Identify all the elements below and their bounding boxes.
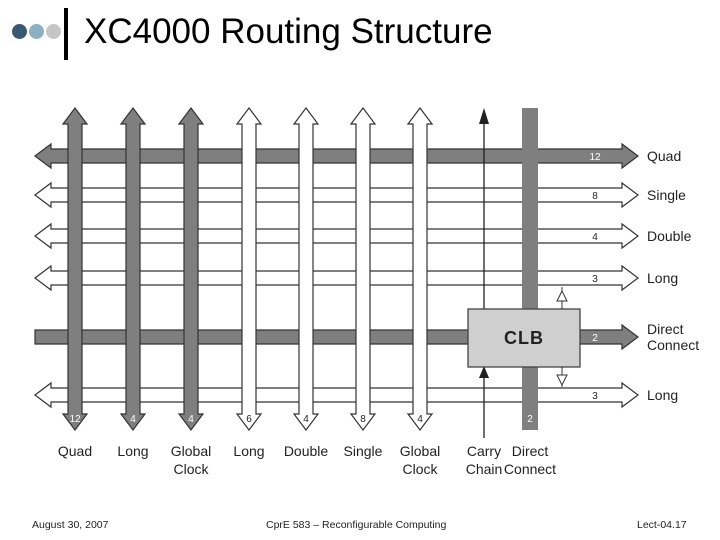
vertical-track-bar [522,108,538,430]
footer-date: August 30, 2007 [32,519,109,531]
vertical-track-label: Double [283,443,329,459]
vertical-track-label: Clock [173,461,209,477]
vertical-track-label: Clock [402,461,438,477]
vertical-track-label: Quad [57,443,93,459]
clb-label: CLB [504,328,544,348]
horizontal-track-count: 2 [592,333,598,344]
vertical-track-count: 4 [303,414,309,425]
horizontal-track-label: Quad [647,148,682,164]
carry-chain-arrowhead [479,366,489,378]
horizontal-track-label: Double [647,228,692,244]
vertical-track-label: Global [399,443,441,459]
clb-connection-arrow [557,291,567,301]
vertical-track-label: Single [343,443,383,459]
slide-title: XC4000 Routing Structure [84,12,493,51]
horizontal-track-count: 3 [592,391,598,402]
horizontal-track-count: 12 [589,152,601,163]
horizontal-track-label: Connect [647,337,700,353]
vertical-track-count: 4 [417,414,423,425]
vertical-track-label: Long [117,443,149,459]
horizontal-track-count: 3 [592,274,598,285]
vertical-track-label: Direct [511,443,549,459]
horizontal-track-count: 8 [592,191,598,202]
footer-slide-number: Lect-04.17 [637,519,687,531]
vertical-track-count: 4 [130,414,136,425]
vertical-track-label: Connect [503,461,557,477]
horizontal-track-label: Single [647,187,686,203]
horizontal-track-label: Long [647,270,679,286]
vertical-track-label: Chain [465,461,503,477]
clb-connection-arrow [557,375,567,385]
vertical-track-count: 8 [360,414,366,425]
vertical-track-label: Carry [466,443,502,459]
vertical-track-count: 12 [69,414,81,425]
vertical-track-count: 4 [188,414,194,425]
carry-chain-arrowhead [479,108,489,124]
vertical-track-count: 6 [246,414,252,425]
footer-course: CprE 583 – Reconfigurable Computing [266,519,447,531]
horizontal-track-label: Direct [647,321,684,337]
vertical-track-label: Global [170,443,212,459]
vertical-track-count: 2 [527,414,533,425]
horizontal-track-count: 4 [592,232,598,243]
vertical-track-label: Long [233,443,265,459]
horizontal-track-label: Long [647,387,679,403]
